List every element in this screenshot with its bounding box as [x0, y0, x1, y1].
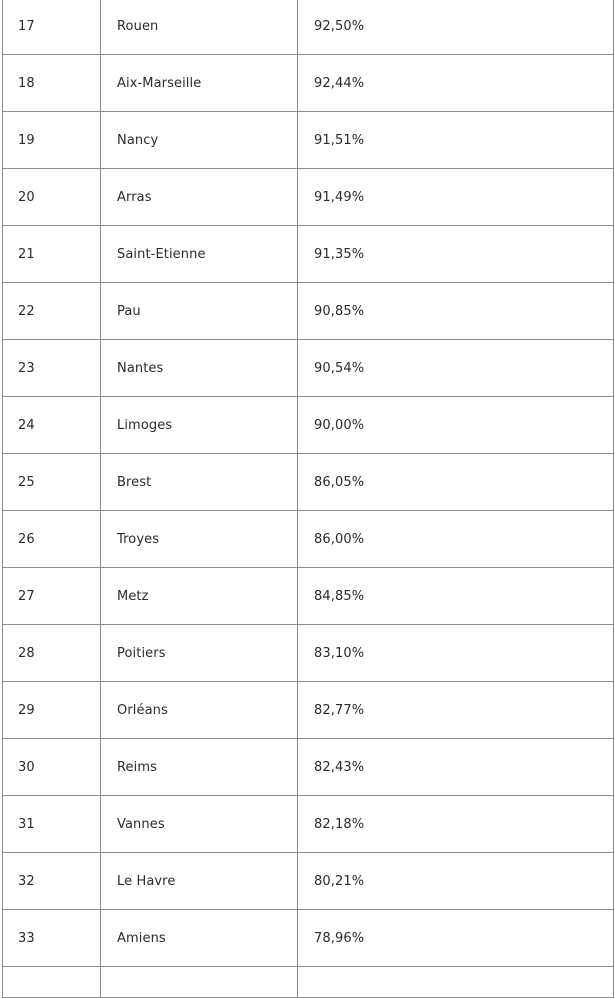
city-cell: Saint-Etienne [101, 226, 298, 283]
table-row [3, 454, 614, 511]
city-cell: Nantes [101, 340, 298, 397]
rank-cell: 17 [3, 0, 101, 55]
rank-cell: 30 [3, 739, 101, 796]
city-cell: Orléans [101, 682, 298, 739]
rank-cell: 29 [3, 682, 101, 739]
rank-cell [3, 967, 101, 998]
city-cell: Troyes [101, 511, 298, 568]
table-row [3, 796, 614, 853]
rank-cell: 20 [3, 169, 101, 226]
rate-cell: 91,49% [298, 169, 614, 226]
rank-cell: 32 [3, 853, 101, 910]
table-row [3, 853, 614, 910]
table-row-partial [3, 967, 614, 998]
rate-cell: 80,21% [298, 853, 614, 910]
rate-cell: 82,18% [298, 796, 614, 853]
city-cell: Poitiers [101, 625, 298, 682]
rate-cell: 91,51% [298, 112, 614, 169]
rank-cell: 19 [3, 112, 101, 169]
rate-cell: 82,43% [298, 739, 614, 796]
table-row [3, 55, 614, 112]
rank-cell: 23 [3, 340, 101, 397]
rate-cell: 86,00% [298, 511, 614, 568]
table-row [3, 226, 614, 283]
ranking-table [2, 0, 614, 998]
city-cell: Rouen [101, 0, 298, 55]
rate-cell: 91,35% [298, 226, 614, 283]
city-cell: Le Havre [101, 853, 298, 910]
rank-cell: 21 [3, 226, 101, 283]
table-row [3, 511, 614, 568]
rank-cell: 28 [3, 625, 101, 682]
city-cell: Pau [101, 283, 298, 340]
rate-cell: 84,85% [298, 568, 614, 625]
city-cell: Nancy [101, 112, 298, 169]
city-cell: Brest [101, 454, 298, 511]
rate-cell: 92,50% [298, 0, 614, 55]
rank-cell: 18 [3, 55, 101, 112]
table-row [3, 0, 614, 55]
table-row [3, 397, 614, 454]
rank-cell: 22 [3, 283, 101, 340]
rank-cell: 27 [3, 568, 101, 625]
rank-cell: 33 [3, 910, 101, 967]
rate-cell: 90,00% [298, 397, 614, 454]
table-row [3, 169, 614, 226]
rate-cell [298, 967, 614, 998]
city-cell: Metz [101, 568, 298, 625]
rate-cell: 90,85% [298, 283, 614, 340]
table-row [3, 625, 614, 682]
city-cell: Amiens [101, 910, 298, 967]
rank-cell: 26 [3, 511, 101, 568]
rank-cell: 25 [3, 454, 101, 511]
city-cell: Arras [101, 169, 298, 226]
rank-cell: 24 [3, 397, 101, 454]
table-row [3, 739, 614, 796]
table-row [3, 682, 614, 739]
rate-cell: 86,05% [298, 454, 614, 511]
city-cell: Aix-Marseille [101, 55, 298, 112]
table-row [3, 112, 614, 169]
rate-cell: 82,77% [298, 682, 614, 739]
table-row [3, 910, 614, 967]
city-cell [101, 967, 298, 998]
rate-cell: 90,54% [298, 340, 614, 397]
table-row [3, 568, 614, 625]
rate-cell: 78,96% [298, 910, 614, 967]
city-cell: Limoges [101, 397, 298, 454]
rate-cell: 92,44% [298, 55, 614, 112]
city-cell: Reims [101, 739, 298, 796]
table-row [3, 340, 614, 397]
rate-cell: 83,10% [298, 625, 614, 682]
city-cell: Vannes [101, 796, 298, 853]
rank-cell: 31 [3, 796, 101, 853]
table-row [3, 283, 614, 340]
